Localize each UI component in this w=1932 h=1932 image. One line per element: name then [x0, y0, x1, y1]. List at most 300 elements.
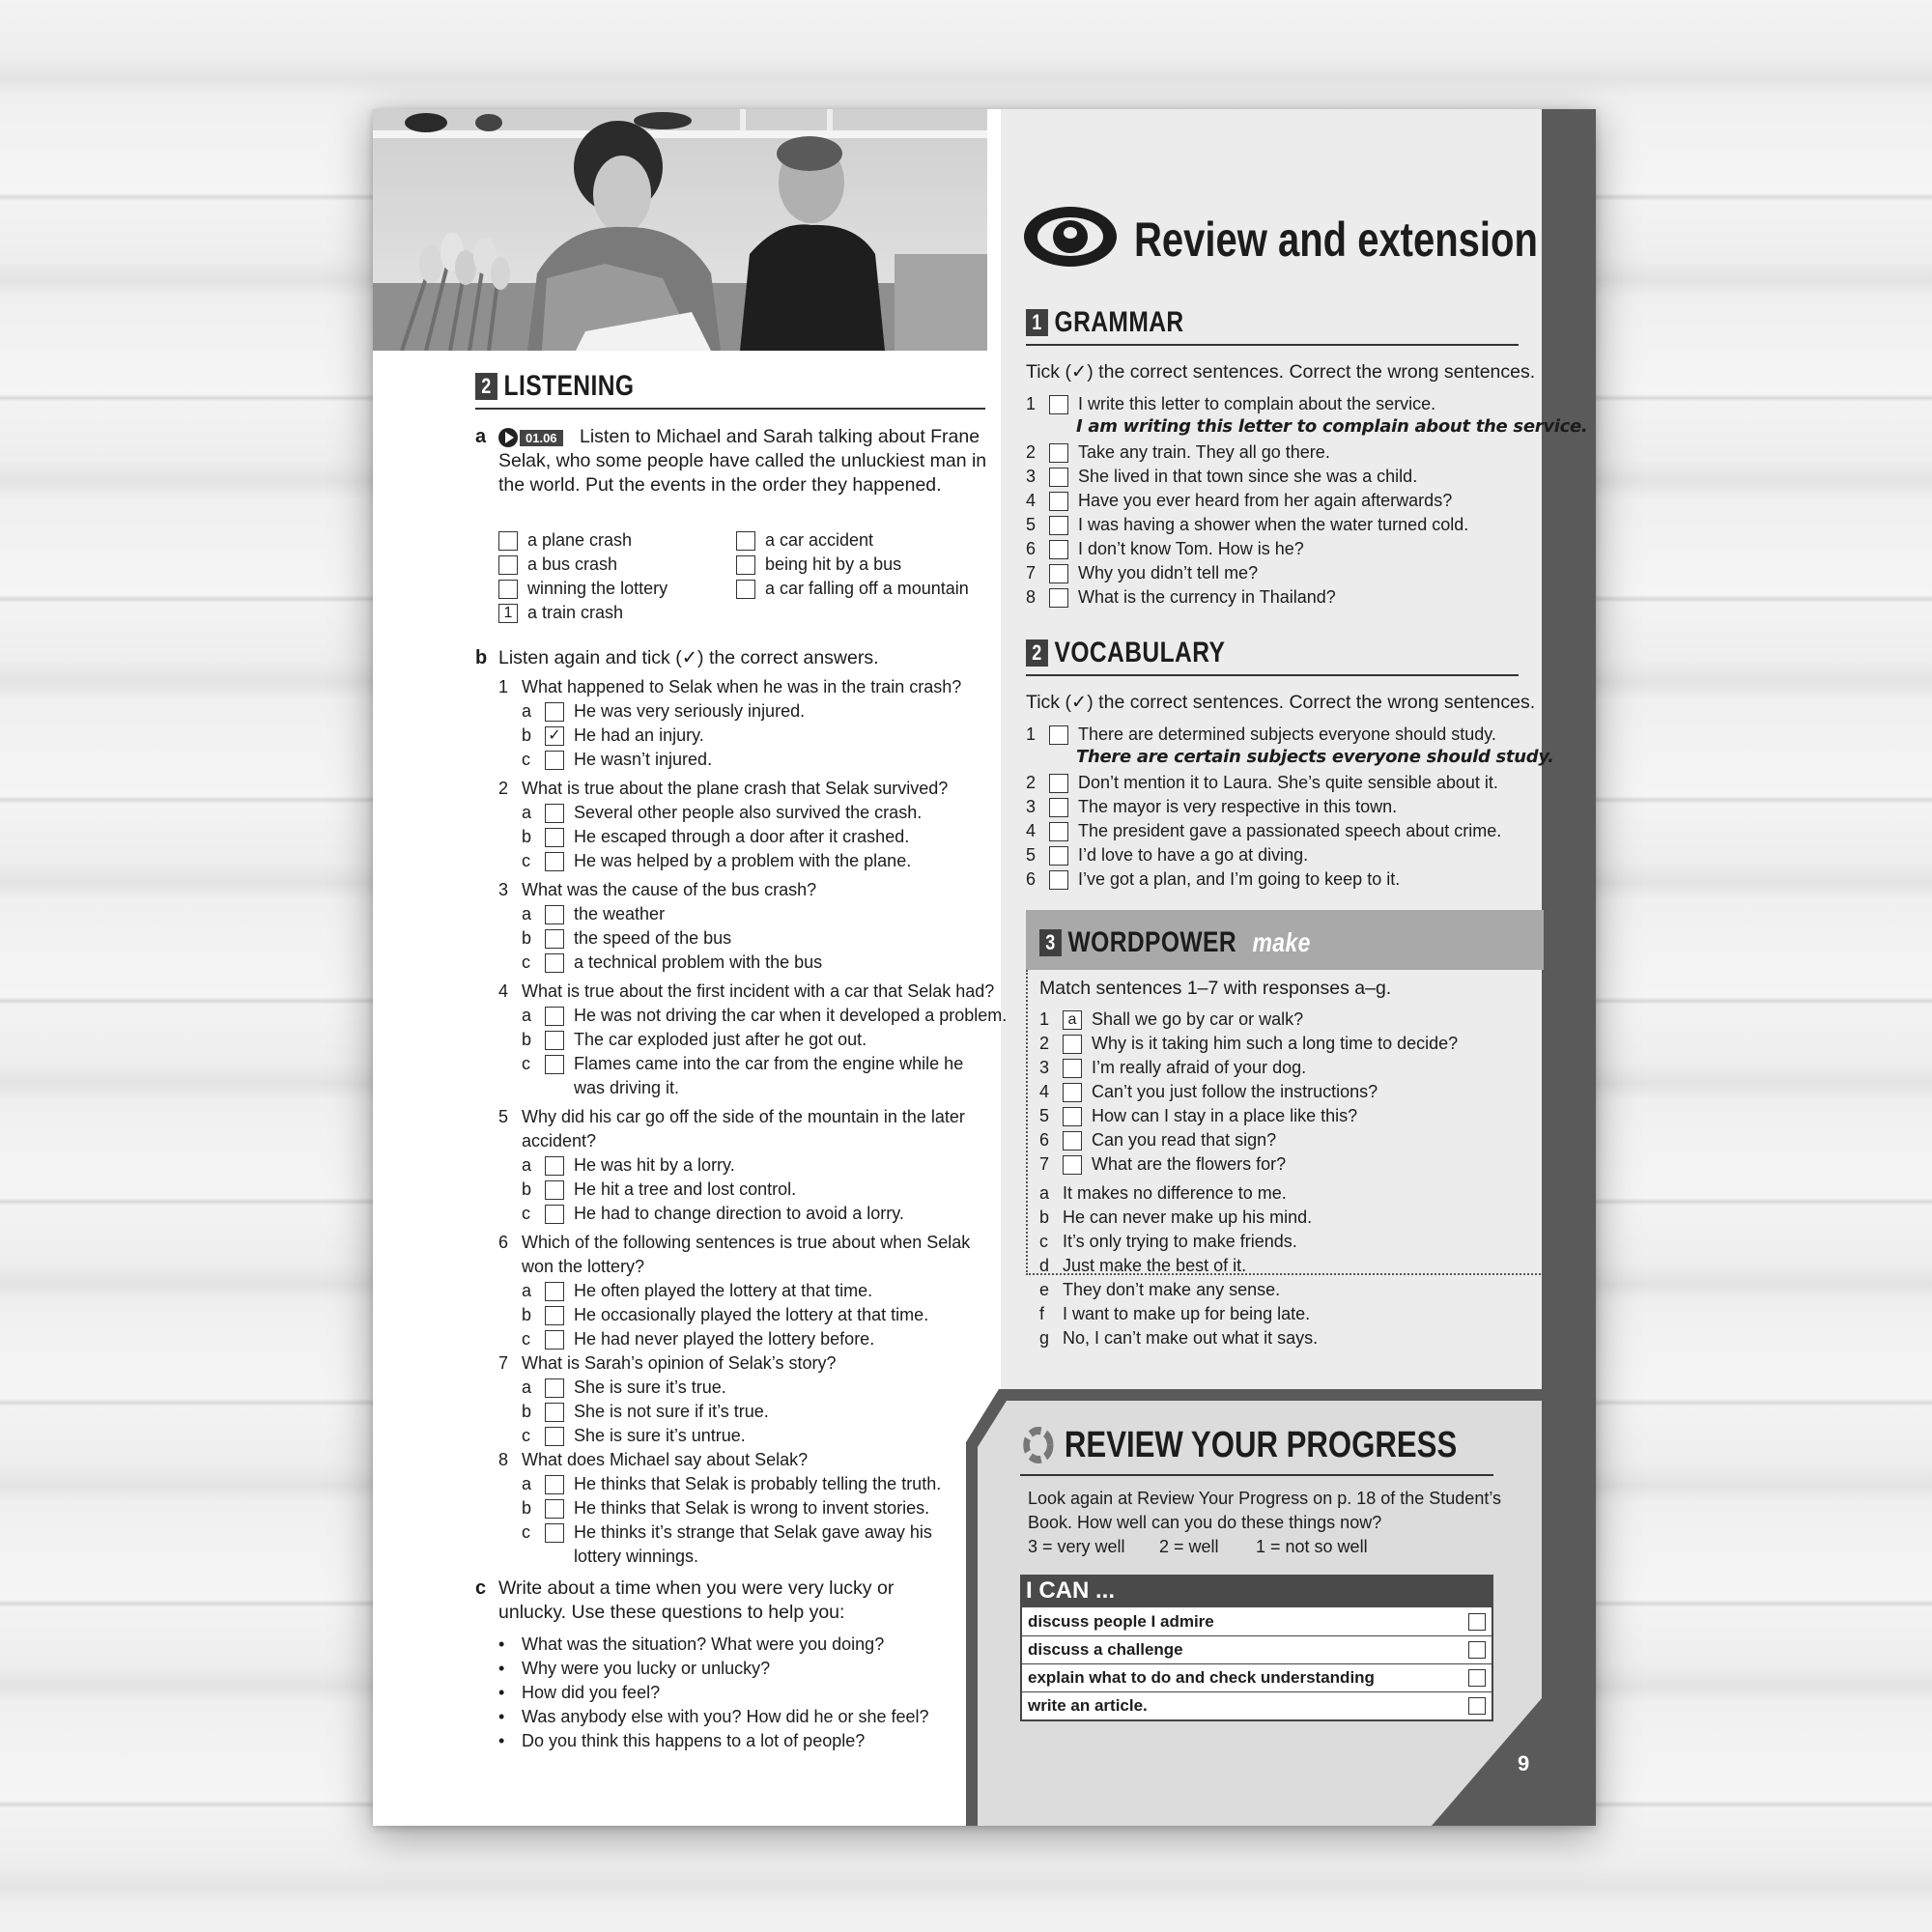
ican-row[interactable]	[1022, 1691, 1492, 1719]
wordpower-instruction: Match sentences 1–7 with responses a–g.	[1039, 978, 1392, 999]
question-text	[498, 675, 961, 699]
option-text: He was not driving the car when it developed a problem.	[574, 1006, 1008, 1025]
progress-heading	[1020, 1423, 1457, 1467]
event-label: a car accident	[765, 530, 874, 550]
tick-box[interactable]	[1049, 870, 1068, 890]
option-text: He was hit by a lorry.	[574, 1155, 735, 1175]
question-line: What happened to Selak when he was in the train crash?	[522, 677, 962, 696]
scale-2: 2 = well	[1159, 1537, 1219, 1556]
scale-1: 1 = not so well	[1256, 1537, 1368, 1556]
event-item	[736, 553, 901, 577]
question-text	[498, 980, 994, 1004]
answer-option	[522, 1076, 679, 1100]
answer-option[interactable]	[522, 748, 712, 772]
option-text: She is sure it’s untrue.	[574, 1426, 746, 1445]
response-letter: f	[1039, 1304, 1045, 1323]
question-line: accident?	[522, 1131, 597, 1151]
grammar-rule	[1026, 344, 1519, 346]
sentence-text: I’m really afraid of your dog.	[1092, 1058, 1307, 1077]
exercise-item[interactable]	[1026, 537, 1304, 561]
bullet-item	[498, 1705, 929, 1729]
answer-option[interactable]	[522, 926, 731, 951]
option-letter: c	[522, 1426, 530, 1445]
question-line: What is true about the plane crash that Selak survived?	[522, 779, 949, 798]
answer-option[interactable]	[522, 1400, 769, 1424]
match-sentence[interactable]	[1039, 1128, 1276, 1152]
section-title: WORDPOWER	[1067, 926, 1237, 958]
tick-box[interactable]	[1049, 395, 1068, 414]
sentence-text: What are the flowers for?	[1092, 1154, 1287, 1174]
ican-row[interactable]	[1022, 1663, 1492, 1691]
listening-rule	[475, 408, 985, 410]
sentence-number: 1	[1039, 1009, 1050, 1029]
item-text: I’d love to have a go at diving.	[1078, 845, 1309, 865]
response-letter: b	[1039, 1208, 1050, 1227]
tick-box[interactable]	[545, 905, 564, 924]
answer-option[interactable]	[522, 724, 704, 748]
question-line: What was the cause of the bus crash?	[522, 880, 817, 899]
question-number: 3	[498, 880, 509, 899]
option-text: She is not sure if it’s true.	[574, 1402, 769, 1421]
answer-option[interactable]	[522, 1028, 867, 1052]
answer-option[interactable]	[522, 825, 909, 849]
item-number: 7	[1026, 563, 1037, 582]
item-text: Have you ever heard from her again afterwards?	[1078, 491, 1453, 510]
match-sentence[interactable]	[1039, 1104, 1357, 1128]
exercise-item[interactable]	[1026, 489, 1452, 513]
listening-heading	[475, 370, 634, 403]
order-box[interactable]	[736, 555, 755, 575]
section-number: 2	[1026, 639, 1048, 667]
part-letter: b	[475, 647, 488, 668]
option-letter: c	[522, 750, 530, 769]
section-number: 2	[475, 373, 497, 400]
item-number: 1	[1026, 724, 1037, 744]
event-label: winning the lottery	[527, 579, 668, 598]
response-text: No, I can’t make out what it says.	[1063, 1328, 1319, 1348]
progress-line: Book. How well can you do these things now?	[1028, 1513, 1382, 1532]
couple-photo	[373, 109, 987, 351]
section-title: LISTENING	[503, 370, 635, 402]
order-box[interactable]	[498, 580, 518, 599]
response-text: It’s only trying to make friends.	[1063, 1232, 1297, 1251]
match-response	[1039, 1278, 1280, 1302]
question-line: What does Michael say about Selak?	[522, 1450, 809, 1469]
exercise-item[interactable]	[1026, 867, 1400, 892]
option-letter: a	[522, 1378, 532, 1397]
tick-box[interactable]	[545, 1330, 564, 1350]
item-text: Why you didn’t tell me?	[1078, 563, 1259, 582]
question-number: 4	[498, 981, 509, 1001]
option-text: The car exploded just after he got out.	[574, 1030, 867, 1049]
bullet-dot: •	[498, 1683, 505, 1702]
match-sentence[interactable]	[1039, 1008, 1303, 1032]
tick-box[interactable]	[1049, 725, 1068, 745]
correction-text: I am writing this letter to complain about the service.	[1076, 416, 1588, 437]
listening-c-instruction: Write about a time when you were very lucky or unlucky. Use these questions to help you:	[498, 1577, 895, 1623]
tick-box[interactable]	[545, 1007, 564, 1026]
tick-box[interactable]	[545, 1055, 564, 1074]
tick-box[interactable]	[1049, 564, 1068, 583]
response-letter: a	[1039, 1183, 1050, 1203]
section-number: 1	[1026, 309, 1048, 336]
option-text: lottery winnings.	[574, 1547, 699, 1566]
scale-3: 3 = very well	[1028, 1537, 1125, 1556]
tick-box[interactable]	[545, 1403, 564, 1422]
listening-b-instruction: Listen again and tick (✓) the correct answers.	[498, 647, 879, 668]
answer-option[interactable]	[522, 1202, 904, 1226]
option-text: He hit a tree and lost control.	[574, 1179, 797, 1199]
option-letter: c	[522, 1054, 530, 1073]
option-letter: b	[522, 827, 532, 846]
sentence-number: 7	[1039, 1154, 1050, 1174]
response-letter: e	[1039, 1280, 1050, 1299]
bullet-dot: •	[498, 1634, 505, 1654]
part-letter: c	[475, 1577, 487, 1599]
tick-box[interactable]	[545, 1156, 564, 1176]
ican-row[interactable]	[1022, 1635, 1492, 1663]
option-text: He thinks it’s strange that Selak gave away his	[574, 1522, 932, 1542]
correction-text: There are certain subjects everyone should study.	[1076, 747, 1554, 767]
tick-box[interactable]	[1049, 798, 1068, 817]
tick-box[interactable]	[1049, 443, 1068, 463]
tick-box[interactable]	[545, 1378, 564, 1398]
tick-box[interactable]	[545, 1031, 564, 1050]
question-number: 1	[498, 677, 509, 696]
tick-box[interactable]	[1049, 516, 1068, 535]
option-letter: a	[522, 803, 532, 822]
option-letter: c	[522, 851, 530, 870]
answer-option[interactable]	[522, 1004, 1007, 1028]
option-text: He wasn’t injured.	[574, 750, 713, 769]
exercise-item[interactable]	[1026, 561, 1258, 585]
question-text	[498, 1231, 970, 1255]
tick-box[interactable]	[545, 751, 564, 770]
response-text: Just make the best of it.	[1063, 1256, 1247, 1275]
answer-option[interactable]	[522, 1153, 735, 1178]
tick-box[interactable]	[545, 1475, 564, 1494]
section-title: VOCABULARY	[1054, 637, 1226, 668]
item-number: 3	[1026, 797, 1037, 816]
match-sentence[interactable]	[1039, 1080, 1378, 1104]
question-number: 7	[498, 1353, 509, 1373]
tick-box[interactable]	[545, 929, 564, 949]
sentence-text: Can’t you just follow the instructions?	[1092, 1082, 1378, 1101]
option-text: the weather	[574, 904, 666, 923]
match-sentence[interactable]	[1039, 1152, 1286, 1177]
event-item	[736, 577, 969, 601]
bullet-text: How did you feel?	[522, 1683, 661, 1702]
item-text: She lived in that town since she was a child.	[1078, 467, 1418, 486]
item-number: 5	[1026, 845, 1037, 865]
option-text: He had to change direction to avoid a lorry.	[574, 1204, 904, 1223]
answer-option[interactable]	[522, 1178, 796, 1202]
question-line: Which of the following sentences is true about when Selak	[522, 1233, 971, 1252]
exercise-item[interactable]	[1026, 440, 1330, 465]
tick-box[interactable]	[545, 1523, 564, 1543]
item-number: 4	[1026, 491, 1037, 510]
order-box[interactable]	[736, 531, 755, 551]
option-text: He had never played the lottery before.	[574, 1329, 875, 1349]
option-text: He thinks that Selak is probably telling the truth.	[574, 1474, 942, 1493]
response-letter: d	[1039, 1256, 1050, 1275]
option-letter: a	[522, 1155, 532, 1175]
event-item	[498, 553, 617, 577]
option-text: He was helped by a problem with the plane.	[574, 851, 912, 870]
option-text: He escaped through a door after it crashed.	[574, 827, 910, 846]
option-letter: b	[522, 928, 532, 948]
bullet-text: Was anybody else with you? How did he or she feel?	[522, 1707, 929, 1726]
sentence-text: Can you read that sign?	[1092, 1130, 1277, 1150]
bullet-text: What was the situation? What were you doing?	[522, 1634, 885, 1654]
option-text: He occasionally played the lottery at that time.	[574, 1305, 929, 1324]
exercise-item[interactable]	[1026, 819, 1501, 843]
side-strip	[1542, 109, 1596, 1826]
answer-option[interactable]	[522, 1472, 941, 1496]
section-title: GRAMMAR	[1054, 306, 1184, 338]
sentence-number: 4	[1039, 1082, 1050, 1101]
item-text: The mayor is very respective in this town.	[1078, 797, 1398, 816]
answer-option[interactable]	[522, 902, 665, 926]
ican-text: explain what to do and check understanding	[1028, 1668, 1375, 1687]
rating-box[interactable]	[1468, 1669, 1486, 1687]
option-text: Several other people also survived the crash.	[574, 803, 923, 822]
wordpower-word: make	[1252, 927, 1311, 957]
item-number: 3	[1026, 467, 1037, 486]
event-item	[736, 528, 873, 553]
event-label: a bus crash	[527, 554, 618, 574]
question-number: 5	[498, 1107, 509, 1126]
option-letter: a	[522, 904, 532, 923]
tick-box[interactable]	[545, 702, 564, 722]
answer-box[interactable]	[1063, 1059, 1082, 1078]
answer-option[interactable]	[522, 1376, 726, 1400]
option-text: He thinks that Selak is wrong to invent stories.	[574, 1498, 930, 1518]
tick-box[interactable]	[545, 1282, 564, 1301]
option-letter: b	[522, 1498, 532, 1518]
order-box[interactable]	[498, 531, 518, 551]
ican-header: I CAN ...	[1020, 1575, 1493, 1607]
listening-a-instruction: Listen to Michael and Sarah talking about Frane Selak, who some people have called the unluckiest man in the world. Put the events in the order they happened.	[498, 426, 987, 496]
wordpower-heading	[1039, 926, 1311, 959]
bullet-dot: •	[498, 1707, 505, 1726]
option-letter: a	[522, 1006, 532, 1025]
answer-option[interactable]	[522, 1520, 932, 1545]
tick-box[interactable]	[545, 852, 564, 871]
item-number: 4	[1026, 821, 1037, 840]
answer-box[interactable]	[1063, 1155, 1082, 1175]
answer-option[interactable]	[522, 801, 922, 825]
review-title: Review and extension	[1134, 213, 1538, 267]
question-text	[498, 1448, 808, 1472]
answer-option[interactable]	[522, 1303, 928, 1327]
ican-row[interactable]	[1022, 1607, 1492, 1635]
track-number: 01.06	[520, 430, 563, 446]
tick-box[interactable]: ✓	[545, 726, 564, 746]
rating-box[interactable]	[1468, 1613, 1486, 1631]
option-letter: b	[522, 1402, 532, 1421]
option-letter: c	[522, 1329, 530, 1349]
exercise-item[interactable]	[1026, 465, 1417, 489]
event-label: a car falling off a mountain	[765, 579, 969, 598]
tick-box[interactable]	[1049, 588, 1068, 608]
tick-box[interactable]	[545, 953, 564, 973]
option-letter: c	[522, 952, 530, 972]
bullet-dot: •	[498, 1659, 505, 1678]
option-letter: b	[522, 1030, 532, 1049]
match-response	[1039, 1181, 1287, 1206]
tick-box[interactable]	[1049, 540, 1068, 559]
question-number: 6	[498, 1233, 509, 1252]
option-letter: b	[522, 1179, 532, 1199]
event-item	[498, 601, 623, 625]
progress-rule	[1020, 1474, 1493, 1476]
order-box[interactable]	[498, 555, 518, 575]
tick-box[interactable]	[1049, 846, 1068, 866]
option-text: She is sure it’s true.	[574, 1378, 726, 1397]
progress-title: REVIEW YOUR PROGRESS	[1064, 1424, 1458, 1465]
tick-box[interactable]	[545, 1205, 564, 1224]
question-line: Why did his car go off the side of the mountain in the later	[522, 1107, 965, 1126]
option-text: He often played the lottery at that time.	[574, 1281, 873, 1300]
part-letter: a	[475, 426, 487, 447]
option-text: a technical problem with the bus	[574, 952, 823, 972]
response-text: I want to make up for being late.	[1063, 1304, 1311, 1323]
option-letter: b	[522, 725, 532, 745]
item-text: There are determined subjects everyone should study.	[1078, 724, 1496, 744]
item-text: The president gave a passionated speech about crime.	[1078, 821, 1502, 840]
vocabulary-instruction: Tick (✓) the correct sentences. Correct the wrong sentences.	[1026, 692, 1536, 713]
tick-box[interactable]	[1049, 468, 1068, 487]
bullet-item	[498, 1657, 770, 1681]
rating-box[interactable]	[1468, 1641, 1486, 1659]
match-sentence[interactable]	[1039, 1056, 1306, 1080]
option-letter: c	[522, 1522, 530, 1542]
answer-box[interactable]: a	[1063, 1010, 1082, 1030]
answer-option[interactable]	[522, 1279, 872, 1303]
option-text: Flames came into the car from the engine while he	[574, 1054, 964, 1073]
match-sentence[interactable]	[1039, 1032, 1458, 1056]
answer-option[interactable]	[522, 1496, 929, 1520]
option-letter: a	[522, 1474, 532, 1493]
question-number: 8	[498, 1450, 509, 1469]
item-number: 8	[1026, 587, 1037, 607]
ican-table	[1020, 1607, 1493, 1721]
question-text	[498, 878, 816, 902]
workbook-page	[373, 109, 1596, 1826]
bullet-item	[498, 1729, 865, 1753]
match-response	[1039, 1326, 1318, 1350]
sentence-number: 2	[1039, 1034, 1050, 1053]
answer-box[interactable]	[1063, 1035, 1082, 1054]
order-box[interactable]	[736, 580, 755, 599]
exercise-item[interactable]	[1026, 585, 1336, 610]
answer-option[interactable]	[522, 699, 805, 724]
option-letter: b	[522, 1305, 532, 1324]
sentence-text: Why is it taking him such a long time to decide?	[1092, 1034, 1459, 1053]
answer-box[interactable]	[1063, 1083, 1082, 1102]
bullet-text: Why were you lucky or unlucky?	[522, 1659, 771, 1678]
question-line: won the lottery?	[522, 1257, 645, 1276]
response-letter: g	[1039, 1328, 1050, 1348]
tick-box[interactable]	[1049, 774, 1068, 793]
answer-option[interactable]	[522, 1424, 746, 1448]
bullet-item	[498, 1633, 884, 1657]
item-text: I was having a shower when the water turned cold.	[1078, 515, 1469, 534]
answer-option[interactable]	[522, 1052, 963, 1076]
match-response	[1039, 1254, 1246, 1278]
option-text: was driving it.	[574, 1078, 680, 1097]
match-response	[1039, 1302, 1310, 1326]
item-number: 2	[1026, 442, 1037, 462]
rating-box[interactable]	[1468, 1697, 1486, 1715]
answer-option[interactable]	[522, 849, 911, 873]
answer-option	[522, 1545, 698, 1569]
tick-box[interactable]	[545, 1427, 564, 1446]
tick-box[interactable]	[545, 1499, 564, 1519]
item-number: 2	[1026, 773, 1037, 792]
exercise-item[interactable]	[1026, 795, 1397, 819]
refresh-icon	[1020, 1423, 1057, 1467]
option-letter: c	[522, 1204, 530, 1223]
response-text: He can never make up his mind.	[1063, 1208, 1313, 1227]
item-text: Don’t mention it to Laura. She’s quite sensible about it.	[1078, 773, 1498, 792]
order-box[interactable]: 1	[498, 604, 518, 623]
tick-box[interactable]	[1049, 822, 1068, 841]
tick-box[interactable]	[545, 1180, 564, 1200]
match-response	[1039, 1230, 1297, 1254]
question-line: What is Sarah’s opinion of Selak’s story?	[522, 1353, 837, 1373]
event-label: a plane crash	[527, 530, 633, 550]
event-item	[498, 577, 668, 601]
event-item	[498, 528, 632, 553]
progress-line: Look again at Review Your Progress on p. 18 of the Student’s	[1028, 1489, 1501, 1508]
option-text: the speed of the bus	[574, 928, 732, 948]
sentence-text: How can I stay in a place like this?	[1092, 1106, 1358, 1125]
event-label: a train crash	[527, 603, 624, 622]
answer-option[interactable]	[522, 951, 822, 975]
question-text	[498, 777, 948, 801]
item-number: 6	[1026, 539, 1037, 558]
vocabulary-rule	[1026, 674, 1519, 676]
page-number: 9	[1518, 1751, 1530, 1776]
ican-text: discuss people I admire	[1028, 1611, 1214, 1631]
tick-box[interactable]	[545, 828, 564, 847]
tick-box[interactable]	[545, 1306, 564, 1325]
answer-box[interactable]	[1063, 1131, 1082, 1151]
option-text: He had an injury.	[574, 725, 704, 745]
question-text	[498, 1105, 965, 1129]
answer-option[interactable]	[522, 1327, 874, 1351]
exercise-item[interactable]	[1026, 513, 1468, 537]
tick-box[interactable]	[545, 804, 564, 823]
exercise-item[interactable]	[1026, 392, 1435, 416]
answer-box[interactable]	[1063, 1107, 1082, 1126]
item-text: Take any train. They all go there.	[1078, 442, 1330, 462]
option-letter: a	[522, 1281, 532, 1300]
event-label: being hit by a bus	[765, 554, 902, 574]
exercise-item[interactable]	[1026, 723, 1496, 747]
tick-box[interactable]	[1049, 492, 1068, 511]
item-text: I don’t know Tom. How is he?	[1078, 539, 1304, 558]
exercise-item[interactable]	[1026, 771, 1498, 795]
grammar-heading	[1026, 306, 1184, 339]
item-text: What is the currency in Thailand?	[1078, 587, 1336, 607]
sentence-number: 3	[1039, 1058, 1050, 1077]
section-number: 3	[1039, 929, 1062, 956]
vocabulary-heading	[1026, 637, 1225, 669]
exercise-item[interactable]	[1026, 843, 1308, 867]
